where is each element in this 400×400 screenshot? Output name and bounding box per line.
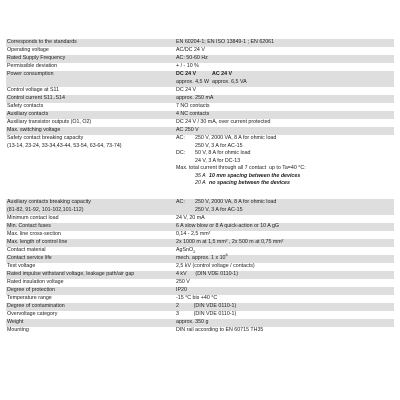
row-label-terminals: (13-14, 23-24, 33-34,43-44, 53-54, 63-64, 73-74) (7, 142, 122, 149)
row-label: Rated impulse withstand voltage, leakage path/air gap (7, 271, 135, 277)
table-row (6, 215, 394, 223)
row-value: AC/DC 24 V (176, 47, 205, 53)
row-label: Contact service life (7, 255, 52, 261)
table-row (6, 87, 394, 95)
technical-data-table (6, 39, 394, 335)
row-label: Auxiliary contacts breaking capacity (7, 199, 91, 205)
row-value: 2x 1000 m at 1,5 mm² , 2x 500 m at 0,75 mm² (176, 239, 284, 245)
row-value: 24 V, 20 mA (176, 215, 205, 221)
row-value: 4 NC contacts (176, 111, 210, 117)
row-value: AC: 50-60 Hz (176, 55, 208, 61)
table-row (6, 319, 394, 327)
aux-breaking-capacity-value (176, 199, 394, 214)
table-row (6, 295, 394, 303)
row-label: Control voltage at S11 (7, 87, 60, 93)
row-value: EN 60204-1; EN ISO 13849-1 ; EN 62061 (176, 39, 275, 45)
row-label: Auxiliary transistor outputs (O1, O2) (7, 119, 92, 125)
current-35a: 35 A (195, 172, 206, 179)
table-row (6, 63, 394, 71)
ac-label: AC: (176, 199, 185, 205)
table-row (6, 71, 394, 87)
ac-rating-2: 250 V, 3 A for AC-15 (195, 142, 243, 149)
table-row (6, 223, 394, 231)
breaking-capacity-value (176, 135, 394, 188)
power-consumption-value (176, 71, 394, 86)
row-value: DC 24 V / 30 mA, over current protected (176, 119, 271, 125)
dc-label: DC: (176, 150, 186, 156)
row-value: AC 250 V (176, 127, 199, 133)
table-row (6, 103, 394, 111)
row-value (176, 252, 394, 263)
material-subscript: 2 (193, 249, 196, 255)
table-row (6, 119, 394, 127)
row-label: Temperature range (7, 295, 52, 301)
row-label: Rated Supply Frequency (7, 55, 66, 61)
row-label: Min. Contact fuses (7, 223, 51, 229)
row-value: 2 (DIN VDE 0110-1) (176, 303, 237, 309)
row-label: Overvoltage category (7, 311, 58, 317)
row-value: approx. 350 g (176, 319, 209, 325)
table-row (6, 311, 394, 319)
row-label: Auxiliary contacts (7, 111, 49, 117)
row-label: Permissible deviation (7, 63, 58, 69)
row-value: DC 24 V (176, 87, 197, 93)
row-value: approx. 250 mA (176, 95, 214, 101)
table-row (6, 199, 394, 215)
table-row (6, 95, 394, 103)
table-row (6, 111, 394, 119)
row-label-block (7, 199, 91, 214)
row-value: DIN rail according to EN 60715 TH35 (176, 327, 264, 333)
row-label: Corresponds to the standards (7, 39, 77, 45)
row-value: -15 °C bis +40 °C (176, 295, 218, 301)
max-total-current: Max. total current through all 7 contact up to Ta=40 °C: (176, 165, 306, 171)
row-label: Degree of contamination (7, 303, 65, 309)
ac-label: AC: (176, 135, 185, 141)
material-text: AgSnO (176, 247, 194, 253)
spacing-10mm-note: 10 mm spacing between the devices (209, 172, 301, 179)
service-life-text: mech. approx. 1 x 10 (176, 255, 226, 261)
row-label: Max. line cross-section (7, 231, 61, 237)
row-value: + / - 10 % (176, 63, 199, 69)
row-value: 4 kV (DIN VDE 0110-1) (176, 271, 239, 277)
row-label: Test voltage (7, 263, 36, 269)
row-value: 3 (DIN VDE 0110-1) (176, 311, 237, 317)
dc-power-value: approx. 4,5 W (176, 78, 209, 85)
row-label: Operating voltage (7, 47, 49, 53)
row-label: Max. switching voltage (7, 127, 61, 133)
row-label: Safety contact breaking capacity (7, 135, 84, 141)
row-label-block (7, 135, 122, 150)
row-value: 2,5 kV (control voltage / contacts) (176, 263, 255, 269)
table-row (6, 252, 394, 263)
dc-voltage-header: DC 24 V (176, 71, 197, 77)
table-row (6, 239, 394, 247)
table-row (6, 271, 394, 279)
row-value: 250 V (176, 279, 190, 285)
row-label: Power consumption (7, 71, 54, 77)
row-label: Mounting (7, 327, 29, 333)
row-value: 6 A slow blow or 8 A quick-action or 10 A gG (176, 223, 280, 229)
current-20a: 20 A (195, 180, 206, 186)
row-label: Max. length of control line (7, 239, 68, 245)
table-row (6, 47, 394, 55)
row-label: Minimum contact load (7, 215, 59, 221)
table-row (6, 287, 394, 295)
no-spacing-note: no spacing between the devices (209, 180, 290, 186)
ac-rating-1: 250 V, 2000 VA, 8 A for ohmic load (195, 199, 277, 205)
table-row (6, 135, 394, 199)
row-label: Control current S11..S14 (7, 95, 65, 101)
table-row (6, 39, 394, 47)
ac-rating-1: 250 V, 2000 VA, 8 A for ohmic load (195, 135, 277, 141)
table-row (6, 263, 394, 271)
row-label: Weight (7, 319, 24, 325)
table-row (6, 55, 394, 63)
table-row (6, 231, 394, 239)
table-row (6, 327, 394, 335)
service-life-exponent: 6 (225, 252, 228, 258)
row-value: IP20 (176, 287, 187, 293)
row-value: 0,14 - 2,5 mm² (176, 231, 211, 237)
ac-voltage-header: AC 24 V (212, 71, 233, 77)
row-label: Degree of protection (7, 287, 55, 293)
row-label: Rated insulation voltage (7, 279, 64, 285)
table-row (6, 279, 394, 287)
row-label-terminals: (81-82, 91-92, 101-102,101-112) (7, 206, 84, 213)
ac-rating-2: 250 V, 3 A for AC-15 (195, 206, 243, 213)
row-label: Contact material (7, 247, 46, 253)
row-label: Safety contacts (7, 103, 44, 109)
table-row (6, 127, 394, 135)
row-value: 7 NO contacts (176, 103, 210, 109)
dc-rating-2: 24 V, 3 A for DC-13 (195, 157, 241, 164)
dc-rating-1: 50 V, 8 A for ohmic load (195, 150, 251, 156)
table-row (6, 303, 394, 311)
ac-power-value: approx. 6,5 VA (212, 78, 247, 85)
